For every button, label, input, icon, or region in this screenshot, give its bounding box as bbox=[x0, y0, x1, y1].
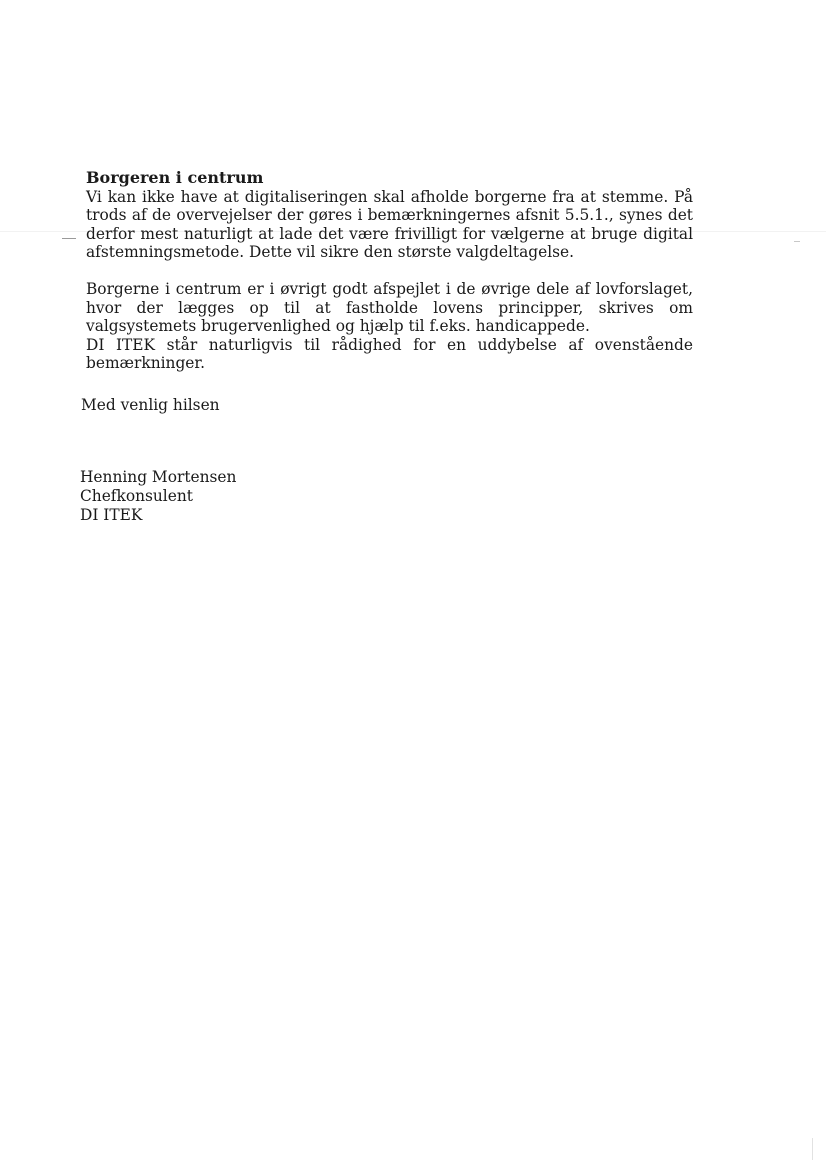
signature-title: Chefkonsulent bbox=[80, 487, 193, 505]
closing bbox=[81, 396, 220, 415]
scan-artifact-edge bbox=[812, 1138, 813, 1160]
signature-organization: DI ITEK bbox=[80, 506, 143, 524]
signature bbox=[80, 468, 236, 525]
scan-artifact-mark-left bbox=[62, 238, 76, 239]
closing-greeting: Med venlig hilsen bbox=[81, 396, 220, 414]
paragraph-digitalisation: Vi kan ikke have at digitaliseringen skal afholde borgerne fra at stemme. På trods af de overvejelser der gøres i bemærkningernes afsnit 5.5.1., synes det derfor mest naturligt at lade det være frivilligt for vælgerne at bruge digital afstemningsmetode. Dette vil sikre den største valgdeltagelse. bbox=[86, 187, 693, 262]
letter-body bbox=[83, 169, 693, 373]
paragraph-citizens: Borgerne i centrum er i øvrigt godt afspejlet i de øvrige dele af lovforslaget, hvor der lægges op til at fastholde lovens principper, skrives om valgsystemets brugervenlighed og hjælp til f.eks. handicappede. bbox=[86, 279, 693, 336]
scan-artifact-mark-right bbox=[794, 241, 800, 242]
paragraph-spacer bbox=[83, 262, 693, 280]
section-heading: Borgeren i centrum bbox=[86, 168, 264, 187]
signature-name: Henning Mortensen bbox=[80, 468, 237, 486]
paragraph-availability: DI ITEK står naturligvis til rådighed for en uddybelse af ovenstående bemærkninger. bbox=[86, 335, 693, 373]
